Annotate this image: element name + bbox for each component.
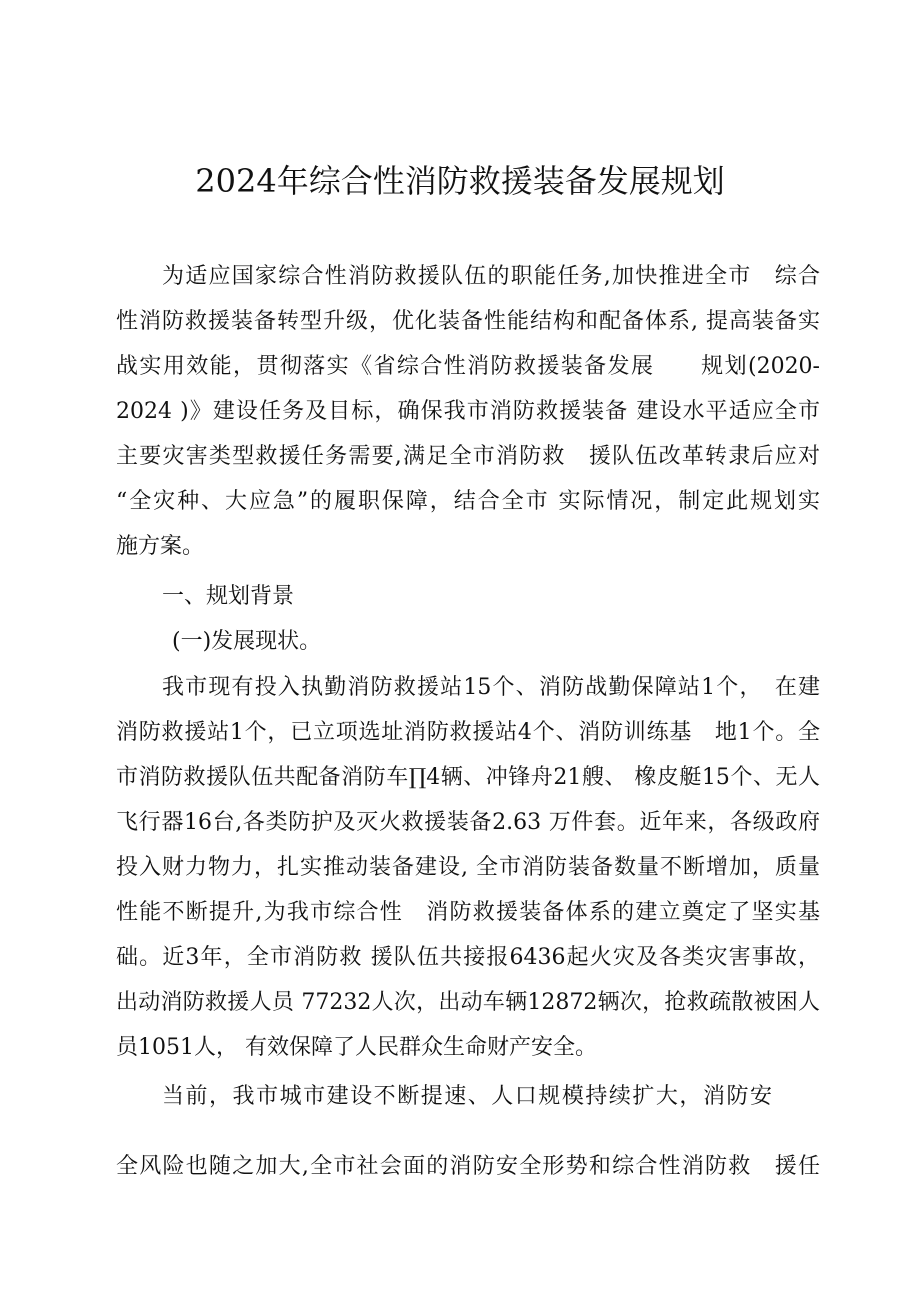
text-line: 战实用效能，贯彻落实《省综合性消防救援装备发展 规划(2020-	[116, 354, 820, 379]
text-line: “全灾种、大应急”的履职保障，结合全市 实际情况，制定此规划实	[116, 489, 820, 514]
text-line: 施方案。	[116, 534, 205, 559]
text-line: 性能不断提升,为我市综合性 消防救援装备体系的建立奠定了坚实基	[116, 900, 820, 925]
text-line: 当前，我市城市建设不断提速、人口规模持续扩大，消防安	[162, 1084, 772, 1109]
text-line: 飞行器16台,各类防护及灭火救援装备2.63 万件套。近年来，各级政府	[116, 810, 820, 835]
text-line: 主要灾害类型救援任务需要,满足全市消防救 援队伍改革转隶后应对	[116, 444, 820, 469]
text-line: 消防救援站1个，已立项选址消防救援站4个、消防训练基 地1个。全	[116, 720, 820, 745]
section-heading: 一、规划背景	[162, 584, 295, 609]
text-line: 我市现有投入执勤消防救援站15个、消防战勤保障站1个， 在建	[162, 675, 820, 700]
text-line: 2024 )》建设任务及目标，确保我市消防救援装备 建设水平适应全市	[116, 399, 820, 424]
text-line: 投入财力物力，扎实推动装备建设, 全市消防装备数量不断增加，质量	[116, 855, 820, 880]
subsection-heading: (一)发展现状。	[172, 629, 322, 654]
text-line: 为适应国家综合性消防救援队伍的职能任务,加快推进全市 综合	[162, 264, 820, 289]
text-line: 础。近3年，全市消防救 援队伍共接报6436起火灾及各类灾害事故，	[116, 945, 820, 970]
text-line: 员1051人， 有效保障了人民群众生命财产安全。	[116, 1035, 597, 1060]
text-line: 性消防救援装备转型升级，优化装备性能结构和配备体系, 提高装备实	[116, 309, 820, 334]
text-line: 全风险也随之加大,全市社会面的消防安全形势和综合性消防救 援任	[116, 1154, 820, 1179]
text-line: 出动消防救援人员 77232人次，出动车辆12872辆次，抢救疏散被困人	[116, 990, 820, 1015]
document-title: 2024年综合性消防救援装备发展规划	[195, 162, 725, 200]
text-line: 市消防救援队伍共配备消防车∏4辆、冲锋舟21艘、 橡皮艇15个、无人	[116, 765, 820, 790]
